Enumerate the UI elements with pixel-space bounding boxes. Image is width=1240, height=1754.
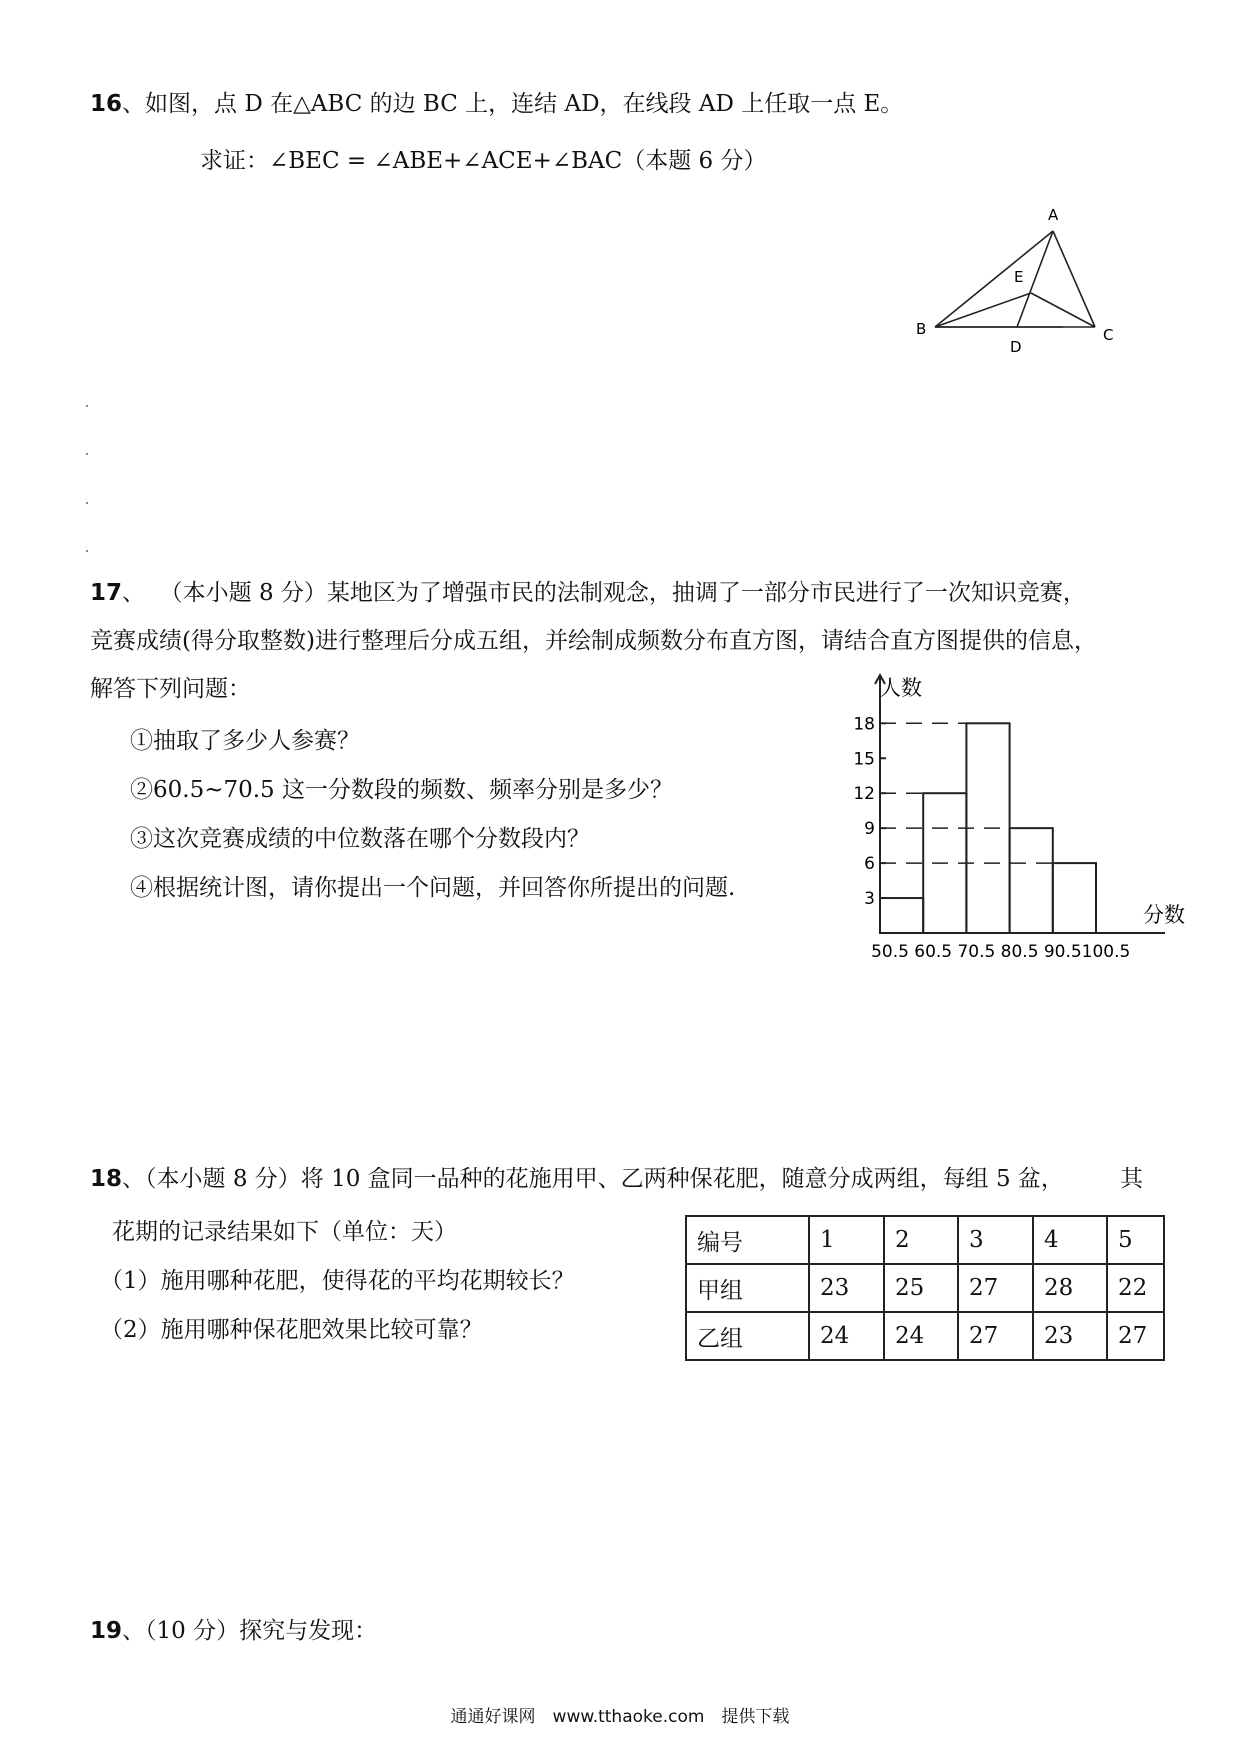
table-cell: 4	[1033, 1216, 1107, 1264]
q17-item-3: ③这次竞赛成绩的中位数落在哪个分数段内？	[130, 826, 590, 852]
table-row	[686, 1312, 1164, 1360]
x-axis-label: 分数	[1143, 903, 1185, 927]
q19-sep: 、	[122, 1618, 146, 1644]
q16-line	[90, 93, 903, 116]
table-cell: 23	[1033, 1312, 1107, 1360]
table-cell: 28	[1033, 1264, 1107, 1312]
segment-ac	[1053, 231, 1095, 327]
label-e: E	[1014, 268, 1024, 286]
y-tick-label: 12	[853, 784, 875, 805]
q18-line1-end: 其	[1120, 1166, 1143, 1192]
q17-number: 17	[90, 580, 123, 606]
q16-number: 16	[90, 91, 123, 117]
triangle-figure	[900, 200, 1130, 360]
q18-line1	[90, 1168, 1064, 1191]
q18-text-line1: （本小题 8 分）将 10 盒同一品种的花施用甲、乙两种保花肥，随意分成两组，每组 5 盆，	[145, 1166, 1064, 1192]
y-tick-label: 18	[853, 714, 875, 735]
x-tick-label: 80.5	[1000, 942, 1039, 962]
q17-item-1: ①抽取了多少人参赛？	[130, 728, 360, 754]
table-cell: 甲组	[686, 1264, 809, 1312]
table-cell: 2	[884, 1216, 958, 1264]
table-cell: 24	[809, 1312, 884, 1360]
table-cell: 编号	[686, 1216, 809, 1264]
q19-text: （10 分）探究与发现：	[145, 1618, 378, 1644]
label-d: D	[1010, 338, 1022, 356]
segment-ec	[1031, 293, 1095, 327]
label-a: A	[1048, 206, 1059, 224]
y-tick-label: 15	[853, 749, 875, 770]
histogram-bar	[1053, 863, 1096, 933]
q17-line1	[90, 582, 1086, 605]
q17-line3: 解答下列问题：	[90, 676, 251, 702]
table-row	[686, 1264, 1164, 1312]
x-tick-label: 100.5	[1081, 942, 1131, 962]
q18-sub1: （1）施用哪种花肥，使得花的平均花期较长？	[100, 1268, 575, 1294]
q18-sub2: （2）施用哪种保花肥效果比较可靠？	[100, 1317, 483, 1343]
table-cell: 1	[809, 1216, 884, 1264]
q18-number: 18	[90, 1166, 123, 1192]
y-tick-label: 9	[864, 819, 875, 840]
table-cell: 27	[958, 1312, 1033, 1360]
table-cell: 5	[1107, 1216, 1164, 1264]
q18-sep: 、	[122, 1166, 146, 1192]
histogram-bar	[880, 898, 923, 933]
q16-sep: 、	[122, 91, 146, 117]
x-tick-label: 60.5	[914, 942, 953, 962]
table-cell: 乙组	[686, 1312, 809, 1360]
x-tick-label: 50.5	[871, 942, 909, 962]
y-axis-label: 人数	[880, 676, 922, 700]
page-footer: 通通好课网 www.tthaoke.com 提供下载	[450, 1707, 790, 1727]
q17-sep: 、	[122, 580, 146, 606]
q17-line2: 竞赛成绩(得分取整数)进行整理后分成五组，并绘制成频数分布直方图，请结合直方图提供的信息，	[90, 628, 1097, 654]
table-cell: 25	[884, 1264, 958, 1312]
y-tick-label: 6	[864, 854, 875, 875]
x-tick-label: 70.5	[957, 942, 996, 962]
table-cell: 22	[1107, 1264, 1164, 1312]
x-tick-label: 90.5	[1043, 942, 1082, 962]
margin-speck	[86, 550, 88, 552]
q17-text-line1: （本小题 8 分）某地区为了增强市民的法制观念，抽调了一部分市民进行了一次知识竞赛，	[159, 580, 1086, 606]
q17-item-2: ②60.5~70.5 这一分数段的频数、频率分别是多少？	[130, 777, 674, 803]
table-cell: 24	[884, 1312, 958, 1360]
label-c: C	[1103, 326, 1114, 344]
table-cell: 27	[1107, 1312, 1164, 1360]
q19-line	[90, 1620, 377, 1643]
table-header-row	[686, 1216, 1164, 1264]
histogram-bar	[1010, 828, 1053, 933]
y-tick-label: 3	[864, 889, 875, 910]
q16-prove: 求证：∠BEC = ∠ABE+∠ACE+∠BAC（本题 6 分）	[200, 148, 767, 174]
q19-number: 19	[90, 1618, 123, 1644]
segment-be	[935, 293, 1031, 327]
margin-speck	[86, 405, 88, 407]
label-b: B	[916, 320, 927, 338]
table-cell: 3	[958, 1216, 1033, 1264]
q17-item-4: ④根据统计图，请你提出一个问题，并回答你所提出的问题.	[130, 875, 736, 901]
q16-text: 如图，点 D 在△ABC 的边 BC 上，连结 AD，在线段 AD 上任取一点 E。	[145, 91, 904, 117]
margin-speck	[86, 502, 88, 504]
margin-speck	[86, 453, 88, 455]
table-cell: 23	[809, 1264, 884, 1312]
histogram-chart	[840, 665, 1185, 965]
q18-line2: 花期的记录结果如下（单位：天）	[112, 1219, 457, 1245]
flower-period-table	[685, 1215, 1165, 1361]
table-cell: 27	[958, 1264, 1033, 1312]
